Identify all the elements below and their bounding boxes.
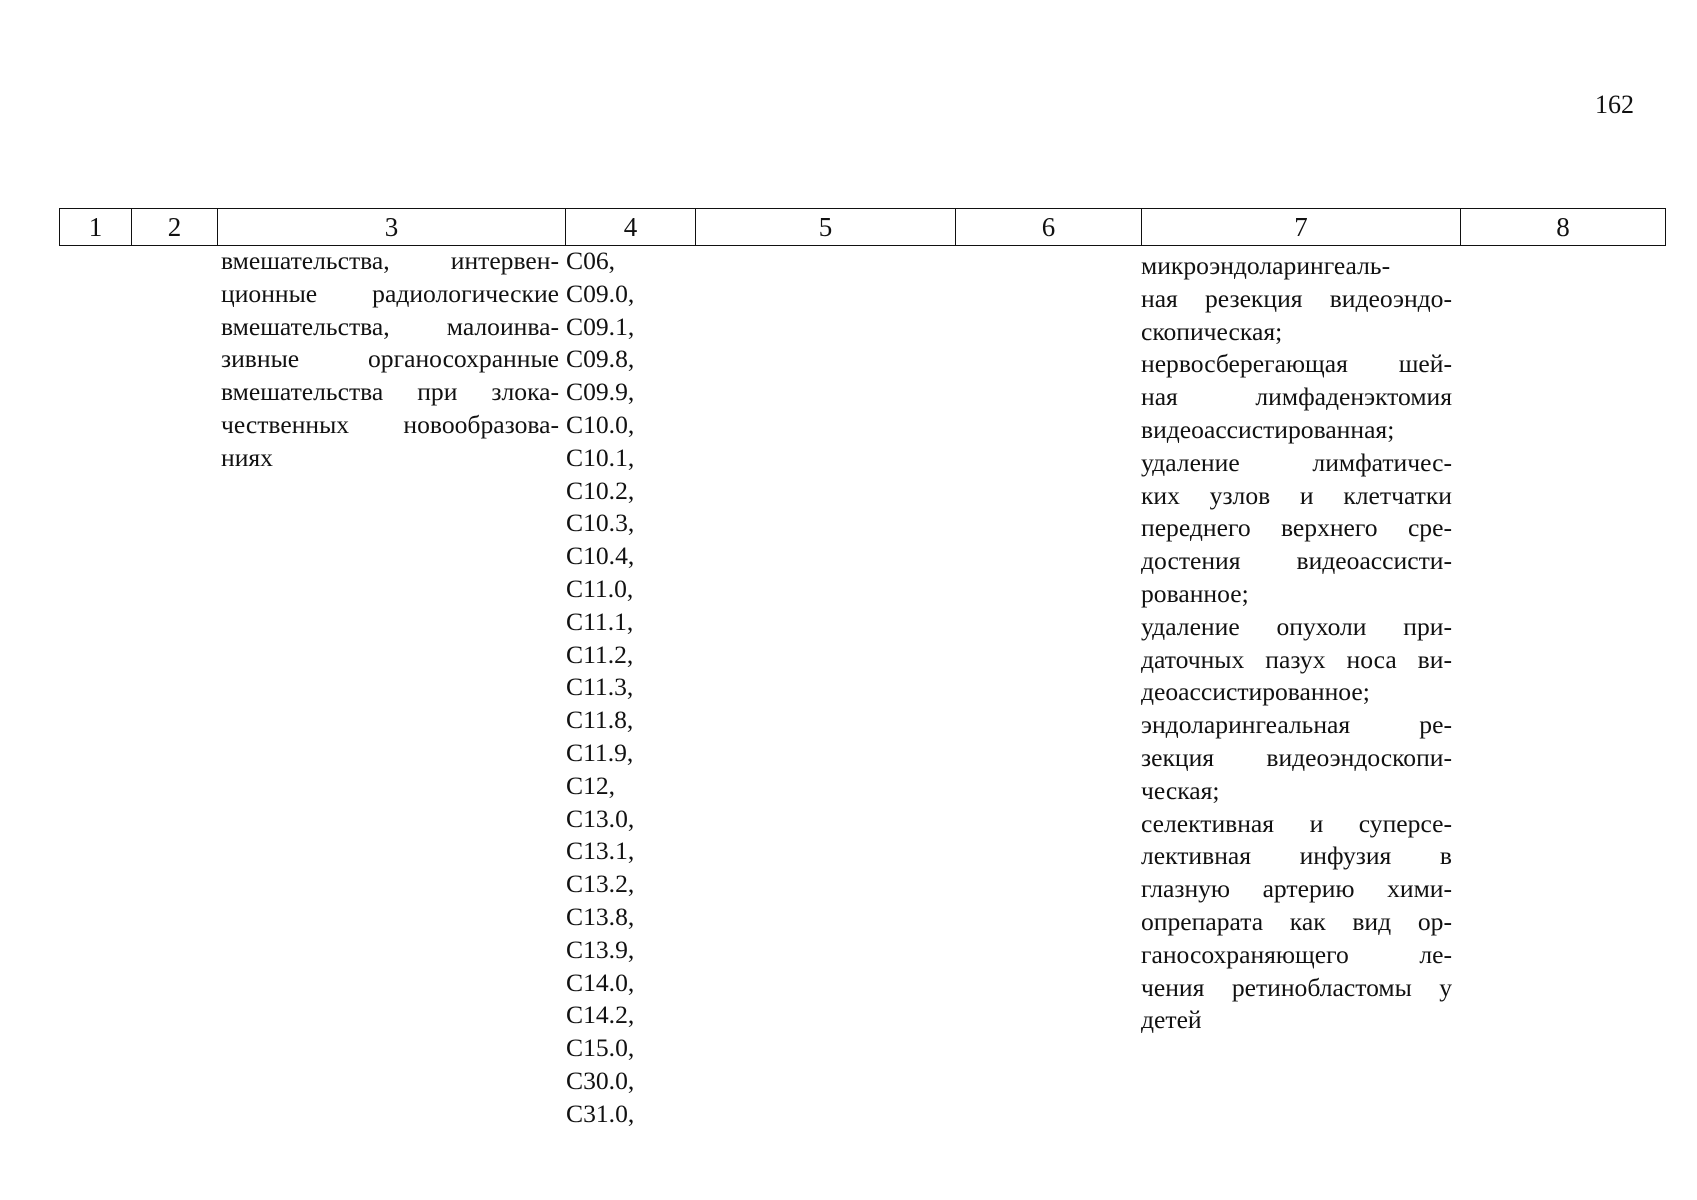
col3-line: чественных новообразова- (221, 409, 559, 439)
col7-line: рованное; (1141, 578, 1249, 608)
col7-line: ная резекция видеоэндо- (1141, 283, 1452, 313)
col3-line: ниях (221, 442, 273, 472)
col7-line: селективная и суперсе- (1141, 808, 1452, 838)
col7-line: видеоассистированная; (1141, 414, 1395, 444)
header-col-1: 1 (60, 209, 132, 246)
icd-code: C11.3, (566, 672, 634, 702)
col7-line: переднего верхнего сре- (1141, 513, 1452, 543)
col7-line: опрепарата как вид ор- (1141, 906, 1452, 936)
icd-code: C10.1, (566, 442, 635, 472)
col7-line: ческая; (1141, 775, 1220, 805)
col7-line: ганосохраняющего ле- (1141, 939, 1452, 969)
icd-code: C14.0, (566, 967, 635, 997)
col7-line: зекция видеоэндоскопи- (1141, 742, 1452, 772)
icd-code: C09.9, (566, 377, 635, 407)
col3-line: зивные органосохранные (221, 344, 559, 374)
col7-line: удаление опухоли при- (1141, 611, 1452, 641)
icd-code: C09.8, (566, 344, 635, 374)
col7-line: чения ретинобластомы у (1141, 972, 1452, 1002)
icd-code: C10.0, (566, 409, 635, 439)
icd-code: C13.2, (566, 869, 635, 899)
icd-code: C06, (566, 246, 616, 275)
icd-code: C10.3, (566, 508, 635, 538)
icd-code: C11.1, (566, 606, 634, 636)
column-3-treatment-description (221, 245, 559, 475)
col7-line: эндоларингеальная ре- (1141, 710, 1452, 740)
column-7-treatment-methods (1141, 250, 1452, 1037)
icd-code: C15.0, (566, 1033, 635, 1063)
icd-code: C11.9, (566, 737, 634, 767)
icd-code: C31.0, (566, 1098, 635, 1128)
icd-code: C13.0, (566, 803, 635, 833)
icd-code: C13.1, (566, 836, 635, 866)
icd-code: C11.2, (566, 639, 634, 669)
header-col-4: 4 (566, 209, 696, 246)
header-col-5: 5 (696, 209, 956, 246)
icd-code: C11.8, (566, 705, 634, 735)
col7-line: лективная инфузия в (1141, 841, 1452, 871)
icd-code: C13.9, (566, 934, 635, 964)
icd-code: C09.0, (566, 278, 635, 308)
col3-line: ционные радиологические (221, 278, 559, 308)
icd-code: C09.1, (566, 311, 635, 341)
col7-line: глазную артерию хими- (1141, 874, 1452, 904)
header-col-7: 7 (1142, 209, 1461, 246)
icd-code: C10.4, (566, 541, 635, 571)
col3-line: вмешательства при злока- (221, 377, 559, 407)
col7-line: детей (1141, 1005, 1202, 1035)
icd-code: C30.0, (566, 1065, 635, 1095)
column-number-header (59, 208, 1666, 246)
icd-code: C14.2, (566, 1000, 635, 1030)
column-4-diagnosis-codes (566, 245, 676, 1131)
col7-line: нервосберегающая шей- (1141, 349, 1452, 379)
page-number: 162 (1595, 90, 1634, 119)
header-col-3: 3 (218, 209, 566, 246)
col7-line: даточных пазух носа ви- (1141, 644, 1452, 674)
col7-line: ких узлов и клетчатки (1141, 480, 1452, 510)
col7-line: микроэндоларингеаль- (1141, 251, 1391, 280)
col7-line: удаление лимфатичес- (1141, 447, 1452, 477)
col7-line: ная лимфаденэктомия (1141, 382, 1452, 412)
icd-code: C11.0, (566, 573, 634, 603)
col3-line: вмешательства, малоинва- (221, 311, 559, 341)
col7-line: достения видеоассисти- (1141, 546, 1452, 576)
col7-line: скопическая; (1141, 316, 1283, 346)
header-col-8: 8 (1461, 209, 1666, 246)
header-col-2: 2 (132, 209, 218, 246)
col3-line: вмешательства, интервен- (221, 246, 559, 275)
header-col-6: 6 (956, 209, 1142, 246)
icd-code: C12, (566, 770, 616, 800)
icd-code: C10.2, (566, 475, 635, 505)
icd-code: C13.8, (566, 901, 635, 931)
col7-line: деоассистированное; (1141, 677, 1370, 707)
